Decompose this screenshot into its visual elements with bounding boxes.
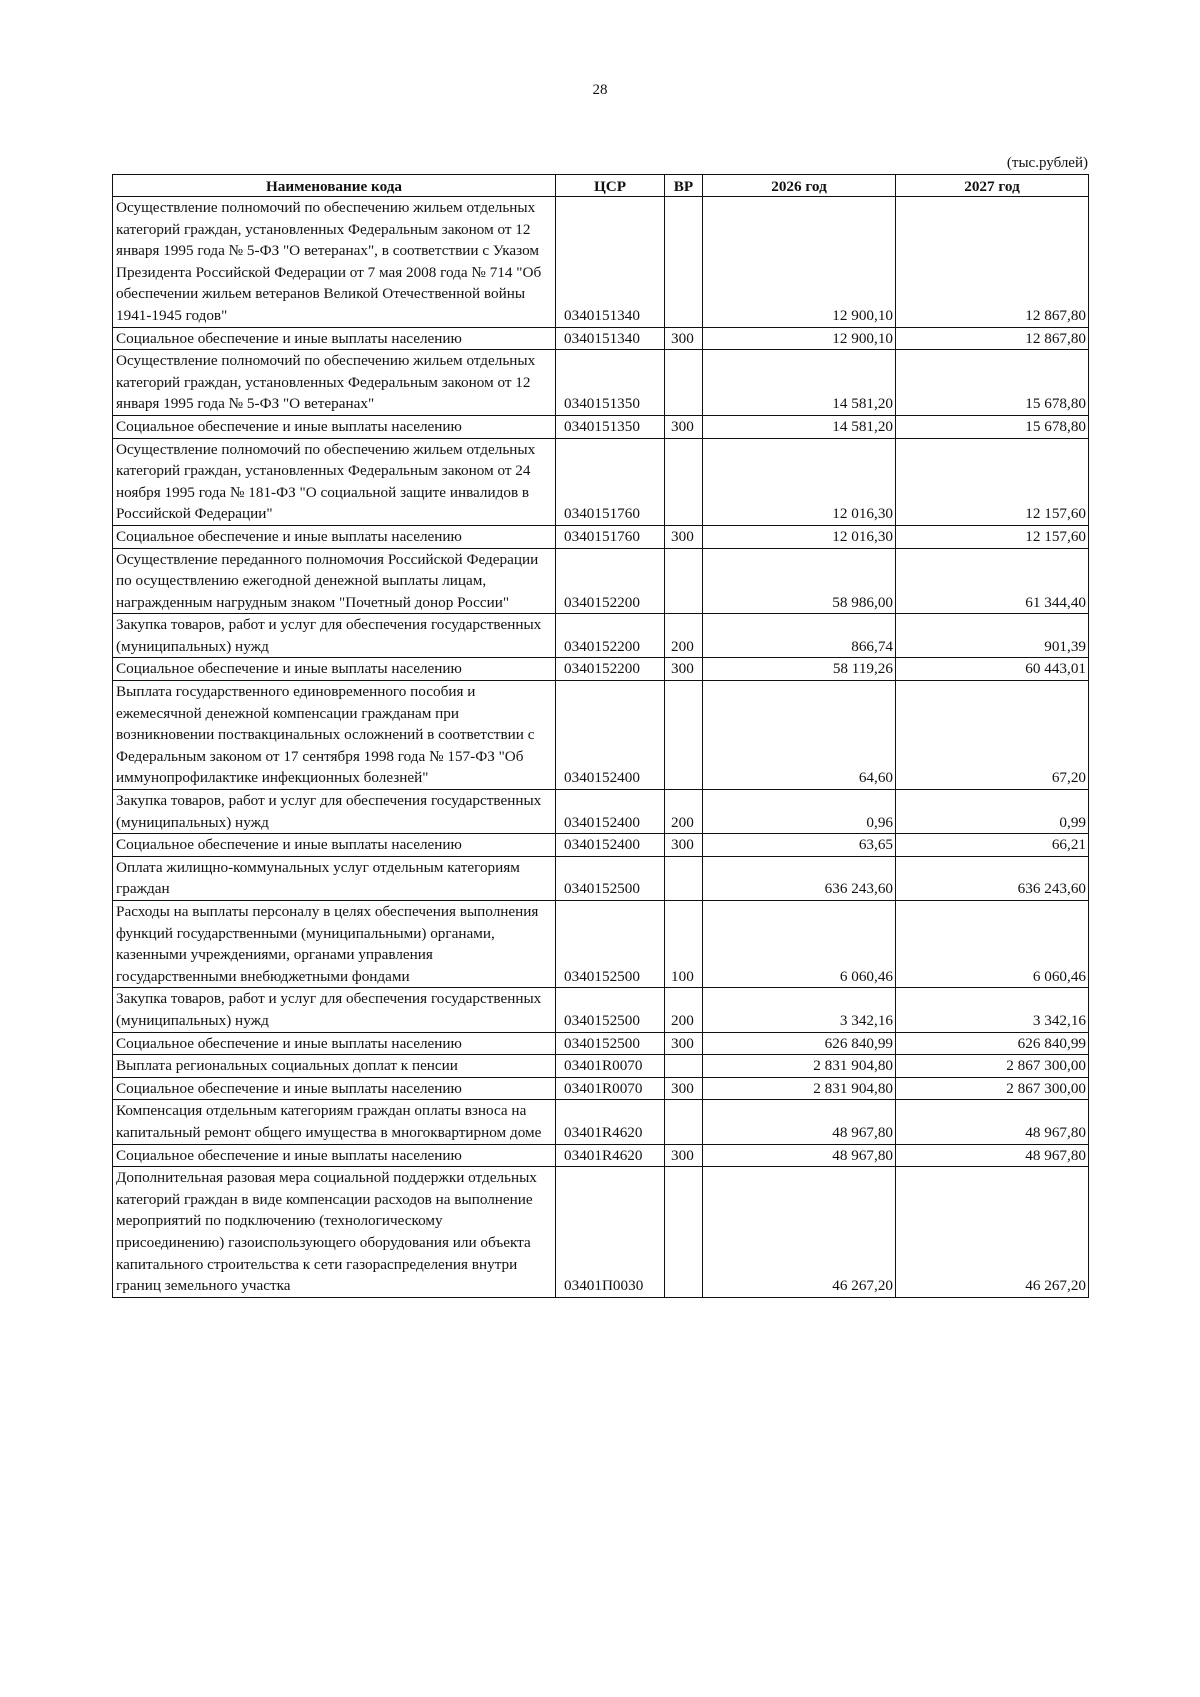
row-name-text: Компенсация отдельным категориям граждан оплаты взноса на капитальный ремонт общего имущества в многоквартирном доме: [116, 1102, 542, 1141]
row-2027: 15 678,80: [896, 350, 1089, 416]
row-2026: 12 900,10: [703, 327, 896, 350]
row-name: [113, 658, 556, 681]
table-row: [113, 525, 1089, 548]
row-name: [113, 1144, 556, 1167]
table-row: [113, 350, 1089, 416]
row-name: [113, 525, 556, 548]
row-2027: 626 840,99: [896, 1032, 1089, 1055]
row-vr: 300: [665, 525, 703, 548]
row-vr: 300: [665, 1077, 703, 1100]
row-2027: 12 157,60: [896, 438, 1089, 525]
row-vr: 300: [665, 415, 703, 438]
row-2027: 3 342,16: [896, 988, 1089, 1032]
header-name: Наименование кода: [113, 175, 556, 197]
row-name-text: Социальное обеспечение и иные выплаты населению: [116, 527, 462, 545]
row-2026: 58 986,00: [703, 548, 896, 614]
row-2026: 46 267,20: [703, 1167, 896, 1298]
row-name-text: Социальное обеспечение и иные выплаты населению: [116, 1146, 462, 1164]
row-csr: 0340151340: [556, 197, 665, 328]
row-vr: 200: [665, 790, 703, 834]
row-csr: 03401R4620: [556, 1100, 665, 1144]
row-csr: 03401R0070: [556, 1055, 665, 1078]
row-csr: 0340152200: [556, 658, 665, 681]
row-name: [113, 1032, 556, 1055]
row-csr: 0340152500: [556, 901, 665, 988]
row-2027: 2 867 300,00: [896, 1077, 1089, 1100]
row-name-text: Социальное обеспечение и иные выплаты населению: [116, 1034, 462, 1052]
header-2026: 2026 год: [703, 175, 896, 197]
row-name-text: Осуществление полномочий по обеспечению жильем отдельных категорий граждан, установленных Федеральным законом от 24 ноября 1995 года № 181-ФЗ "О социальной защите инвалидов в Российской Федерации": [116, 440, 536, 523]
row-vr: 300: [665, 327, 703, 350]
row-2027: 12 867,80: [896, 327, 1089, 350]
row-csr: 0340151760: [556, 525, 665, 548]
row-csr: 03401R4620: [556, 1144, 665, 1167]
row-2027: 60 443,01: [896, 658, 1089, 681]
row-vr: 300: [665, 658, 703, 681]
row-vr: 300: [665, 834, 703, 857]
row-csr: 0340152500: [556, 856, 665, 900]
row-csr: 0340152200: [556, 548, 665, 614]
row-name: [113, 1100, 556, 1144]
row-2026: 3 342,16: [703, 988, 896, 1032]
row-name-text: Выплата региональных социальных доплат к пенсии: [116, 1057, 458, 1075]
row-vr: 300: [665, 1144, 703, 1167]
row-csr: 03401R0070: [556, 1077, 665, 1100]
row-name-text: Закупка товаров, работ и услуг для обеспечения государственных (муниципальных) нужд: [116, 792, 542, 831]
row-name: [113, 988, 556, 1032]
row-vr: 200: [665, 614, 703, 658]
row-2027: 901,39: [896, 614, 1089, 658]
table-row: [113, 1077, 1089, 1100]
row-name-text: Социальное обеспечение и иные выплаты населению: [116, 836, 462, 854]
row-name: [113, 350, 556, 416]
header-2027: 2027 год: [896, 175, 1089, 197]
row-name-text: Выплата государственного единовременного пособия и ежемесячной денежной компенсации гражданам при возникновении поствакцинальных осложнений в соответствии с Федеральным законом от 17 сентября 1998 года № 157-ФЗ "Об иммунопрофилактике инфекционных болезней": [116, 683, 535, 787]
row-name: [113, 856, 556, 900]
row-name: [113, 901, 556, 988]
row-csr: 0340152400: [556, 681, 665, 790]
table-row: [113, 901, 1089, 988]
row-csr: 0340152200: [556, 614, 665, 658]
table-row: [113, 1144, 1089, 1167]
row-2026: 14 581,20: [703, 350, 896, 416]
row-name-text: Социальное обеспечение и иные выплаты населению: [116, 329, 462, 347]
row-2027: 48 967,80: [896, 1100, 1089, 1144]
row-2026: 626 840,99: [703, 1032, 896, 1055]
row-2027: 6 060,46: [896, 901, 1089, 988]
row-2026: 12 016,30: [703, 438, 896, 525]
row-name: [113, 1055, 556, 1078]
row-csr: 0340151350: [556, 415, 665, 438]
row-2026: 2 831 904,80: [703, 1077, 896, 1100]
row-2027: 66,21: [896, 834, 1089, 857]
row-name-text: Социальное обеспечение и иные выплаты населению: [116, 1079, 462, 1097]
row-name-text: Закупка товаров, работ и услуг для обеспечения государственных (муниципальных) нужд: [116, 990, 542, 1029]
row-2026: 12 900,10: [703, 197, 896, 328]
table-row: [113, 1100, 1089, 1144]
table-row: [113, 1032, 1089, 1055]
row-vr: [665, 350, 703, 416]
row-vr: [665, 548, 703, 614]
row-2026: 12 016,30: [703, 525, 896, 548]
row-csr: 0340152400: [556, 790, 665, 834]
row-2027: 2 867 300,00: [896, 1055, 1089, 1078]
row-vr: [665, 197, 703, 328]
row-vr: 300: [665, 1032, 703, 1055]
row-name-text: Осуществление полномочий по обеспечению жильем отдельных категорий граждан, установленных Федеральным законом от 12 января 1995 года № 5-ФЗ "О ветеранах": [116, 352, 536, 413]
table-row: [113, 856, 1089, 900]
row-name-text: Социальное обеспечение и иные выплаты населению: [116, 417, 462, 435]
table-row: [113, 658, 1089, 681]
row-csr: 0340152500: [556, 988, 665, 1032]
row-name: [113, 614, 556, 658]
row-2026: 64,60: [703, 681, 896, 790]
table-row: [113, 1167, 1089, 1298]
row-2027: 12 157,60: [896, 525, 1089, 548]
row-name: [113, 548, 556, 614]
row-name: [113, 790, 556, 834]
row-vr: 100: [665, 901, 703, 988]
table-row: [113, 1055, 1089, 1078]
row-name-text: Закупка товаров, работ и услуг для обеспечения государственных (муниципальных) нужд: [116, 616, 542, 655]
table-row: [113, 197, 1089, 328]
table-body: [113, 197, 1089, 1298]
row-name-text: Расходы на выплаты персоналу в целях обеспечения выполнения функций государственными (муниципальными) органами, казенными учреждениями, органами управления государственными внебюджетными фондами: [116, 903, 539, 985]
row-vr: [665, 681, 703, 790]
row-name: [113, 1077, 556, 1100]
row-csr: 03401П0030: [556, 1167, 665, 1298]
row-2027: 61 344,40: [896, 548, 1089, 614]
row-2027: 0,99: [896, 790, 1089, 834]
table-row: [113, 681, 1089, 790]
table-row: [113, 327, 1089, 350]
row-2026: 866,74: [703, 614, 896, 658]
table-row: [113, 834, 1089, 857]
row-2026: 2 831 904,80: [703, 1055, 896, 1078]
row-csr: 0340151350: [556, 350, 665, 416]
row-csr: 0340151340: [556, 327, 665, 350]
header-csr: ЦСР: [556, 175, 665, 197]
table-row: [113, 548, 1089, 614]
row-name: [113, 834, 556, 857]
table-row: [113, 415, 1089, 438]
table-header-row: [113, 175, 1089, 197]
row-vr: [665, 438, 703, 525]
row-name: [113, 1167, 556, 1298]
row-2027: 46 267,20: [896, 1167, 1089, 1298]
row-name: [113, 681, 556, 790]
row-csr: 0340152500: [556, 1032, 665, 1055]
row-2026: 14 581,20: [703, 415, 896, 438]
table-row: [113, 988, 1089, 1032]
row-2026: 48 967,80: [703, 1144, 896, 1167]
row-name-text: Осуществление переданного полномочия Российской Федерации по осуществлению ежегодной денежной выплаты лицам, награжденным нагрудным знаком "Почетный донор России": [116, 550, 539, 611]
row-name-text: Дополнительная разовая мера социальной поддержки отдельных категорий граждан в виде компенсации расходов на выполнение мероприятий по подключению (технологическому присоединению) газоиспользующего оборудования или объекта капитального строительства к сети газораспределения внутри границ земельного участка: [116, 1169, 537, 1295]
budget-table: [112, 174, 1089, 1298]
row-vr: [665, 1100, 703, 1144]
row-name-text: Оплата жилищно-коммунальных услуг отдельным категориям граждан: [116, 858, 520, 898]
row-vr: [665, 856, 703, 900]
row-2026: 636 243,60: [703, 856, 896, 900]
row-2026: 6 060,46: [703, 901, 896, 988]
page-number: 28: [592, 82, 608, 98]
row-name-text: Осуществление полномочий по обеспечению жильем отдельных категорий граждан, установленных Федеральным законом от 12 января 1995 года № 5-ФЗ "О ветеранах", в соответствии с Указом Президента Российской Федерации от 7 мая 2008 года № 714 "Об обеспечении жильем ветеранов Великой Отечественной войны 1941-1945 годов": [116, 199, 542, 324]
table-row: [113, 438, 1089, 525]
row-2027: 636 243,60: [896, 856, 1089, 900]
row-2026: 48 967,80: [703, 1100, 896, 1144]
row-2026: 58 119,26: [703, 658, 896, 681]
row-name: [113, 438, 556, 525]
units-label: (тыс.рублей): [1006, 155, 1088, 171]
row-2027: 67,20: [896, 681, 1089, 790]
row-vr: [665, 1167, 703, 1298]
row-csr: 0340151760: [556, 438, 665, 525]
row-name: [113, 327, 556, 350]
row-vr: 200: [665, 988, 703, 1032]
row-name: [113, 415, 556, 438]
row-2027: 48 967,80: [896, 1144, 1089, 1167]
row-name-text: Социальное обеспечение и иные выплаты населению: [116, 660, 462, 678]
table-row: [113, 614, 1089, 658]
row-2027: 15 678,80: [896, 415, 1089, 438]
row-2026: 63,65: [703, 834, 896, 857]
row-2027: 12 867,80: [896, 197, 1089, 328]
row-vr: [665, 1055, 703, 1078]
row-name: [113, 197, 556, 328]
header-vr: ВР: [665, 175, 703, 197]
row-csr: 0340152400: [556, 834, 665, 857]
row-2026: 0,96: [703, 790, 896, 834]
table-row: [113, 790, 1089, 834]
